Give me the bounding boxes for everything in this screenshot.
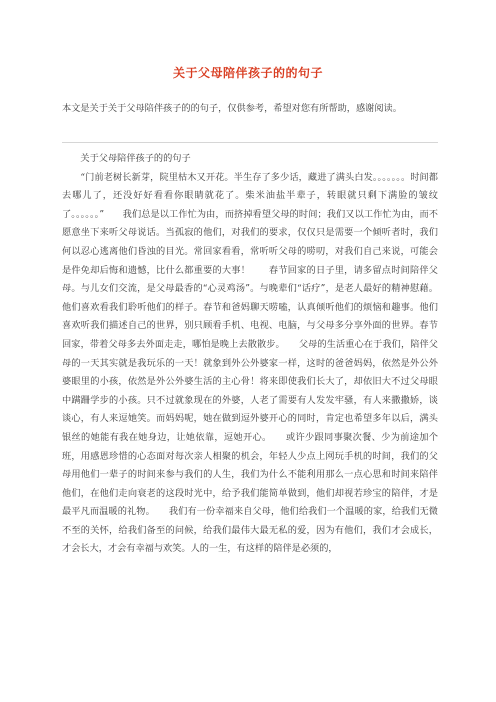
article-body — [62, 150, 438, 559]
intro-paragraph: 本文是关于关于父母陪伴孩子的的句子，仅供参考，希望对您有所帮助，感谢阅读。 — [62, 103, 402, 114]
article-heading: 关于父母陪伴孩子的的句子 — [80, 153, 191, 164]
article-text: “门前老树长新芽，院里枯木又开花。半生存了多少话，藏进了满头白发。。。。。。。时间都去哪儿了，还没好好看看你眼睛就花了。柴米油盐半辈子，转眼就只剩下满脸的皱纹了。。。。。。” 我们总是以工作忙为由，而挤掉看望父母的时间；我们又以工作忙为由，而不愿意坐下来听父母说话。当孤寂的他们，对我们的要求，仅仅只是需要一个倾听者时，我们何以忍心逃离他们昏浊的目光。常回家看看，常听听父母的唠叨，对我们自己来说，可能会是件免却后悔和遗憾，比什么都重要的大事！ 春节回家的日子里，请多留点时间陪伴父母。与儿女们交流，是父母最香的“心灵鸡汤”。与晚辈们“话疗”，是老人最好的精神慰藉。他们喜欢看我们聆听他们的样子。春节和爸妈聊天唠嗑，认真倾听他们的烦恼和趣事。他们喜欢听我们描述自己的世界，别只顾看手机、电视、电脑，与父母多分享外面的世界。春节回家，带着父母多去外面走走，哪怕是晚上去散散步。 父母的生活重心在于我们，陪伴父母的一天其实就是我玩乐的一天！就象到外公外婆家一样，这时的爸爸妈妈，依然是外公外婆眼里的小孩，依然是外公外婆生活的主心骨！将来即使我们长大了，却依旧大不过父母眼中蹒跚学步的小孩。只不过就象现在的外婆，人老了需要有人发发牢骚，有人来撒撒娇，谈谈心，有人来逗她笑。而妈妈呢，她在做到逗外婆开心的同时，肯定也希望多年以后，满头银丝的她能有我在她身边，让她依靠，逗她开心。 或许少跟同事聚次餐、少为前途加个班，用感恩珍惜的心态面对每次亲人相聚的机会，年轻人少点上网玩手机的时间，我们的父母用他们一辈子的时间来参与我们的人生，我们为什么不能利用那么一点心思和时间来陪伴他们，在他们走向衰老的这段时光中，给予我们能简单做到，他们却视若珍宝的陪伴，才是最平凡而温暖的礼物。 我们有一份幸福来自父母，他们给我们一个温暖的家，给我们无微不至的关怀，给我们备至的问候，给我们最伟大最无私的爱，因为有他们，我们才会成长，才会长大，才会有幸福与欢笑。人的一生，有这样的陪伴是必须的， — [62, 171, 438, 555]
divider-line — [62, 142, 438, 143]
document-title: 关于父母陪伴孩子的的句子 — [172, 66, 323, 80]
